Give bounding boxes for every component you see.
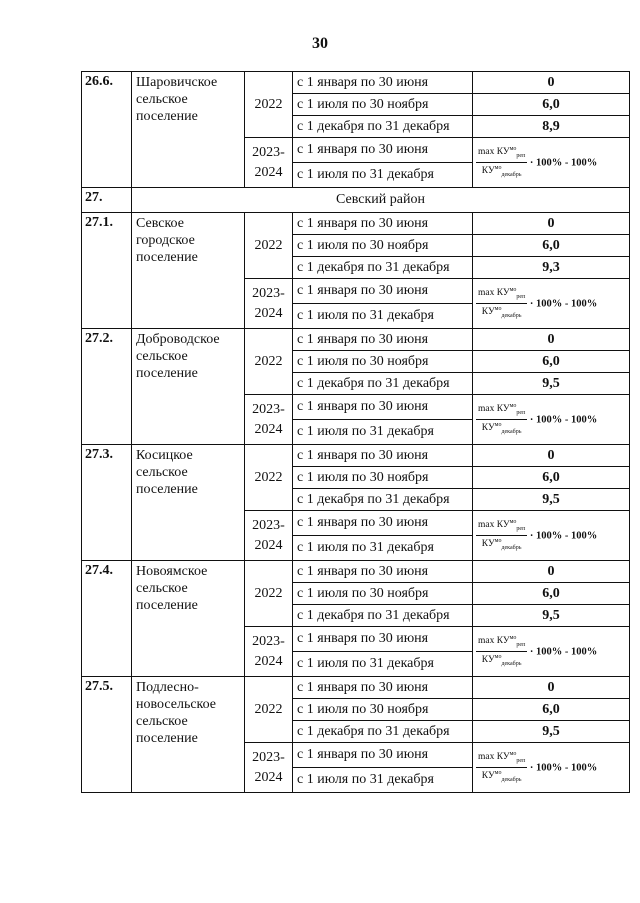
formula-tail: · 100% - 100% (527, 762, 598, 773)
value-cell: 0 (473, 561, 630, 583)
period-cell: с 1 июля по 31 декабря (293, 536, 473, 561)
formula-denominator: $КУ^{мо}_{декабрь}$ (481, 165, 522, 179)
table-row (82, 329, 630, 351)
formula-tail: · 100% - 100% (527, 298, 598, 309)
formula-tail: · 100% - 100% (527, 157, 598, 168)
value-cell: 0 (473, 677, 630, 699)
formula-cell (473, 395, 630, 445)
formula-fraction (476, 633, 527, 670)
year-cell: 2023- 2024 (245, 743, 293, 793)
period-cell: с 1 января по 30 июня (293, 511, 473, 536)
year-cell: 2023- 2024 (245, 138, 293, 188)
period-cell: с 1 января по 30 июня (293, 561, 473, 583)
period-cell: с 1 июля по 31 декабря (293, 768, 473, 793)
row-number: 27.4. (82, 561, 132, 677)
period-cell: с 1 декабря по 31 декабря (293, 116, 473, 138)
period-cell: с 1 декабря по 31 декабря (293, 373, 473, 395)
table-row (82, 72, 630, 94)
table-row (82, 561, 630, 583)
value-cell: 6,0 (473, 583, 630, 605)
formula-cell (473, 627, 630, 677)
settlement-name: Севское городское поселение (132, 213, 245, 329)
formula (476, 518, 598, 552)
year-cell: 2022 (245, 561, 293, 627)
period-cell: с 1 января по 30 июня (293, 279, 473, 304)
formula-denominator: $КУ^{мо}_{декабрь}$ (481, 422, 522, 436)
period-cell: с 1 января по 30 июня (293, 743, 473, 768)
value-cell: 8,9 (473, 116, 630, 138)
period-cell: с 1 декабря по 31 декабря (293, 489, 473, 511)
period-cell: с 1 декабря по 31 декабря (293, 257, 473, 279)
value-cell: 9,5 (473, 489, 630, 511)
formula (476, 402, 598, 436)
period-cell: с 1 января по 30 июня (293, 329, 473, 351)
formula-fraction (476, 517, 527, 554)
formula-cell (473, 138, 630, 188)
period-cell: с 1 июля по 30 ноября (293, 583, 473, 605)
table-row (82, 445, 630, 467)
formula-cell (473, 279, 630, 329)
period-cell: с 1 июля по 30 ноября (293, 467, 473, 489)
period-cell: с 1 января по 30 июня (293, 627, 473, 652)
period-cell: с 1 декабря по 31 декабря (293, 721, 473, 743)
value-cell: 0 (473, 213, 630, 235)
formula-cell (473, 743, 630, 793)
period-cell: с 1 июля по 31 декабря (293, 163, 473, 188)
value-cell: 6,0 (473, 699, 630, 721)
formula-tail: · 100% - 100% (527, 414, 598, 425)
value-cell: 6,0 (473, 94, 630, 116)
value-cell: 6,0 (473, 235, 630, 257)
period-cell: с 1 июля по 30 ноября (293, 235, 473, 257)
formula (476, 634, 598, 668)
tariff-table (81, 71, 630, 793)
formula-numerator: $\max КУ^{мо}_{реп}$ (476, 517, 527, 536)
formula-denominator: $КУ^{мо}_{декабрь}$ (481, 306, 522, 320)
table-row (82, 677, 630, 699)
formula-tail: · 100% - 100% (527, 530, 598, 541)
period-cell: с 1 июля по 31 декабря (293, 652, 473, 677)
year-cell: 2022 (245, 329, 293, 395)
formula-numerator: $\max КУ^{мо}_{реп}$ (476, 285, 527, 304)
year-cell: 2023- 2024 (245, 279, 293, 329)
year-cell: 2022 (245, 213, 293, 279)
year-cell: 2022 (245, 445, 293, 511)
settlement-name: Подлесно-новосельское сельское поселение (132, 677, 245, 793)
formula-cell (473, 511, 630, 561)
value-cell: 0 (473, 445, 630, 467)
row-number: 26.6. (82, 72, 132, 188)
value-cell: 9,5 (473, 721, 630, 743)
formula-fraction (476, 749, 527, 786)
formula (476, 145, 598, 179)
settlement-name: Косицкое сельское поселение (132, 445, 245, 561)
row-number: 27. (82, 188, 132, 213)
settlement-name: Новоямское сельское поселение (132, 561, 245, 677)
region-title: Севский район (132, 188, 630, 213)
row-number: 27.2. (82, 329, 132, 445)
value-cell: 0 (473, 329, 630, 351)
page-number: 30 (312, 35, 328, 52)
formula-numerator: $\max КУ^{мо}_{реп}$ (476, 401, 527, 420)
year-cell: 2023- 2024 (245, 511, 293, 561)
year-cell: 2022 (245, 677, 293, 743)
period-cell: с 1 января по 30 июня (293, 72, 473, 94)
period-cell: с 1 июля по 30 ноября (293, 94, 473, 116)
table-row (82, 213, 630, 235)
formula (476, 750, 598, 784)
period-cell: с 1 июля по 31 декабря (293, 420, 473, 445)
value-cell: 9,5 (473, 605, 630, 627)
formula-fraction (476, 285, 527, 322)
year-cell: 2023- 2024 (245, 395, 293, 445)
value-cell: 9,5 (473, 373, 630, 395)
formula-numerator: $\max КУ^{мо}_{реп}$ (476, 749, 527, 768)
period-cell: с 1 января по 30 июня (293, 677, 473, 699)
formula-denominator: $КУ^{мо}_{декабрь}$ (481, 538, 522, 552)
formula-fraction (476, 144, 527, 181)
formula-numerator: $\max КУ^{мо}_{реп}$ (476, 633, 527, 652)
settlement-name: Доброводское сельское поселение (132, 329, 245, 445)
period-cell: с 1 июля по 30 ноября (293, 351, 473, 373)
region-row (82, 188, 630, 213)
value-cell: 0 (473, 72, 630, 94)
period-cell: с 1 января по 30 июня (293, 213, 473, 235)
formula-fraction (476, 401, 527, 438)
period-cell: с 1 декабря по 31 декабря (293, 605, 473, 627)
period-cell: с 1 января по 30 июня (293, 445, 473, 467)
formula-denominator: $КУ^{мо}_{декабрь}$ (481, 770, 522, 784)
formula (476, 286, 598, 320)
formula-numerator: $\max КУ^{мо}_{реп}$ (476, 144, 527, 163)
value-cell: 6,0 (473, 467, 630, 489)
row-number: 27.5. (82, 677, 132, 793)
period-cell: с 1 июля по 30 ноября (293, 699, 473, 721)
settlement-name: Шаровичское сельское поселение (132, 72, 245, 188)
row-number: 27.3. (82, 445, 132, 561)
period-cell: с 1 января по 30 июня (293, 395, 473, 420)
period-cell: с 1 июля по 31 декабря (293, 304, 473, 329)
period-cell: с 1 января по 30 июня (293, 138, 473, 163)
value-cell: 9,3 (473, 257, 630, 279)
year-cell: 2023- 2024 (245, 627, 293, 677)
year-cell: 2022 (245, 72, 293, 138)
row-number: 27.1. (82, 213, 132, 329)
formula-denominator: $КУ^{мо}_{декабрь}$ (481, 654, 522, 668)
value-cell: 6,0 (473, 351, 630, 373)
formula-tail: · 100% - 100% (527, 646, 598, 657)
